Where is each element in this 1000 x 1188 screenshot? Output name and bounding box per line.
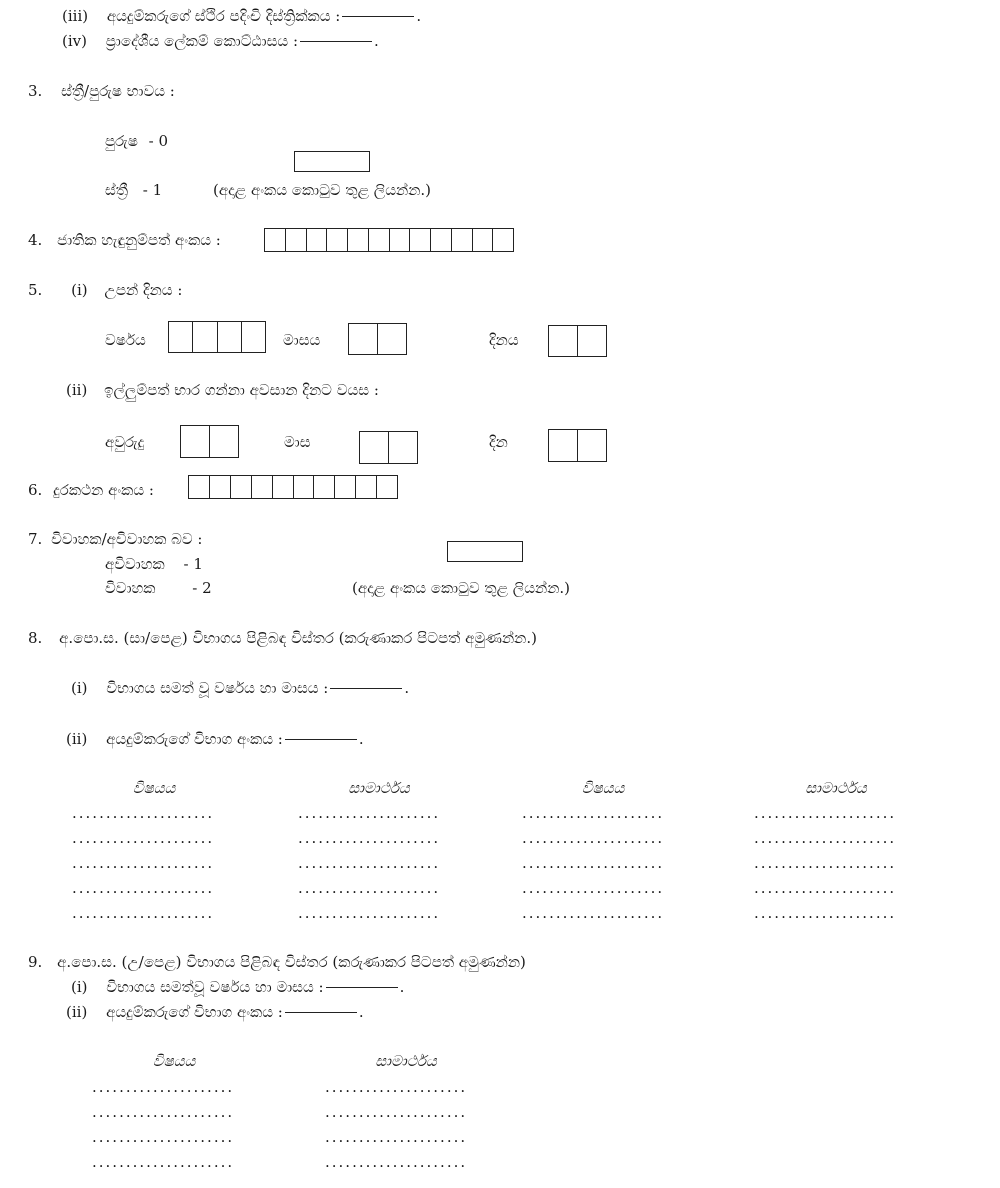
q5-heading: 5. (i) උපන් දිනය : bbox=[28, 281, 183, 299]
female-option: ස්ත්‍රී - 1 bbox=[105, 181, 163, 199]
phone-label: දුරකථන අංකය : bbox=[53, 481, 154, 499]
ol-answer-line-r4-c4[interactable]: ..................... bbox=[754, 879, 897, 897]
ol-index-label: අයදුම්කරුගේ විභාග අංකය : bbox=[106, 730, 283, 748]
ol-answer-line-r1-c4[interactable]: ..................... bbox=[754, 804, 897, 822]
district-field[interactable] bbox=[342, 16, 414, 17]
al-answer-line-r3-c2[interactable]: ..................... bbox=[325, 1128, 468, 1146]
nic-label: ජාතික හැඳුනුම්පත් අංකය : bbox=[57, 231, 221, 249]
al-answer-line-r1-c2[interactable]: ..................... bbox=[325, 1078, 468, 1096]
ol-answer-line-r3-c2[interactable]: ..................... bbox=[298, 854, 441, 872]
al-index-label: අයදුම්කරුගේ විභාග අංකය : bbox=[106, 1003, 283, 1021]
gender-label: ස්ත්‍රී/පුරුෂ භාවය : bbox=[61, 82, 175, 100]
marital-note: (අදාළ අංකය කොටුව තුළ ලියන්න.) bbox=[352, 579, 571, 597]
gender-input-box[interactable] bbox=[294, 151, 370, 172]
ol-grade-header-1: සාමාර්ථය bbox=[348, 779, 410, 797]
ol-year-month-field[interactable] bbox=[330, 688, 402, 689]
ol-answer-line-r4-c1[interactable]: ..................... bbox=[72, 879, 215, 897]
ol-answer-line-r4-c3[interactable]: ..................... bbox=[522, 879, 665, 897]
age-label: ඉල්ලුම්පත් භාර ගන්නා අවසාන දිනට වයස : bbox=[104, 381, 379, 399]
marital-label: විවාහක/අවිවාහක බව : bbox=[51, 530, 203, 548]
item-iii: (iii) අයදුම්කරුගේ ස්ථිර පදිංචි දිස්ත්‍රික්කය : . bbox=[62, 7, 422, 25]
ol-grade-header-2: සාමාර්ථය bbox=[805, 779, 867, 797]
birth-day-cells[interactable] bbox=[548, 325, 607, 357]
divisional-secretariat-field[interactable] bbox=[300, 41, 372, 42]
q9-heading: 9. අ.පො.ස. (උ/පෙළ) විභාගය පිළිබඳ විස්තර (කරුණාකර පිටපත් අමුණන්න) bbox=[28, 953, 526, 971]
birth-day-label: දිනය bbox=[489, 331, 519, 349]
age-days-cells[interactable] bbox=[548, 429, 607, 462]
male-option: පුරුෂ - 0 bbox=[105, 132, 169, 150]
ol-answer-line-r1-c2[interactable]: ..................... bbox=[298, 804, 441, 822]
ol-answer-line-r5-c4[interactable]: ..................... bbox=[754, 904, 897, 922]
age-months-cells[interactable] bbox=[359, 431, 418, 464]
ol-year-month-label: විභාගය සමත් වූ වර්ෂය හා මාසය : bbox=[106, 679, 329, 697]
al-answer-line-r4-c2[interactable]: ..................... bbox=[325, 1153, 468, 1171]
birth-year-cells[interactable] bbox=[168, 321, 266, 353]
al-answer-line-r2-c1[interactable]: ..................... bbox=[92, 1103, 235, 1121]
q8-ii: (ii) අයදුම්කරුගේ විභාග අංකය : . bbox=[66, 730, 364, 748]
ol-answer-line-r2-c4[interactable]: ..................... bbox=[754, 829, 897, 847]
nic-input-cells[interactable] bbox=[264, 228, 514, 252]
marital-input-box[interactable] bbox=[447, 541, 523, 562]
birth-month-label: මාසය bbox=[283, 331, 321, 349]
single-option: අවිවාහක - 1 bbox=[105, 555, 203, 573]
q9-ii: (ii) අයදුම්කරුගේ විභාග අංකය : . bbox=[66, 1003, 364, 1021]
birth-month-cells[interactable] bbox=[348, 323, 407, 355]
ol-answer-line-r3-c4[interactable]: ..................... bbox=[754, 854, 897, 872]
al-answer-line-r1-c1[interactable]: ..................... bbox=[92, 1078, 235, 1096]
al-answer-line-r3-c1[interactable]: ..................... bbox=[92, 1128, 235, 1146]
q8-i: (i) විභාගය සමත් වූ වර්ෂය හා මාසය : . bbox=[71, 679, 410, 697]
ol-answer-line-r2-c1[interactable]: ..................... bbox=[72, 829, 215, 847]
ol-answer-line-r5-c3[interactable]: ..................... bbox=[522, 904, 665, 922]
al-year-month-field[interactable] bbox=[326, 987, 398, 988]
ol-subject-header-2: විෂයය bbox=[581, 779, 625, 797]
al-year-month-label: විභාගය සමත්වූ වර්ෂය හා මාසය : bbox=[106, 978, 324, 996]
q8-heading: 8. අ.පො.ස. (සා/පෙළ) විභාගය පිළිබඳ විස්තර (කරුණාකර පිටපත් අමුණන්න.) bbox=[28, 629, 537, 647]
q6-heading: 6. දුරකථන අංකය : bbox=[28, 481, 154, 499]
age-days-label: දින bbox=[489, 433, 508, 451]
age-years-label: අවුරුදු bbox=[105, 433, 145, 451]
ol-details-label: අ.පො.ස. (සා/පෙළ) විභාගය පිළිබඳ විස්තර (කරුණාකර පිටපත් අමුණන්න.) bbox=[59, 629, 537, 647]
gender-note: (අදාළ අංකය කොටුව තුළ ලියන්න.) bbox=[213, 181, 432, 199]
al-subject-header: විෂයය bbox=[152, 1052, 196, 1070]
al-answer-line-r2-c2[interactable]: ..................... bbox=[325, 1103, 468, 1121]
birth-year-label: වර්ෂය bbox=[105, 331, 146, 349]
age-months-label: මාස bbox=[284, 433, 311, 451]
ol-answer-line-r2-c2[interactable]: ..................... bbox=[298, 829, 441, 847]
al-answer-line-r4-c1[interactable]: ..................... bbox=[92, 1153, 235, 1171]
q7-heading: 7. විවාහක/අවිවාහක බව : bbox=[28, 530, 203, 548]
ol-answer-line-r1-c1[interactable]: ..................... bbox=[72, 804, 215, 822]
district-label: අයදුම්කරුගේ ස්ථිර පදිංචි දිස්ත්‍රික්කය : bbox=[106, 7, 341, 25]
q9-i: (i) විභාගය සමත්වූ වර්ෂය හා මාසය : . bbox=[71, 978, 405, 996]
ol-answer-line-r5-c2[interactable]: ..................... bbox=[298, 904, 441, 922]
ol-answer-line-r4-c2[interactable]: ..................... bbox=[298, 879, 441, 897]
birth-date-label: උපන් දිනය : bbox=[104, 281, 183, 299]
q5-ii-heading: (ii) ඉල්ලුම්පත් භාර ගන්නා අවසාන දිනට වයස : bbox=[66, 381, 379, 399]
ol-answer-line-r1-c3[interactable]: ..................... bbox=[522, 804, 665, 822]
al-index-field[interactable] bbox=[285, 1012, 357, 1013]
q4-heading: 4. ජාතික හැඳුනුම්පත් අංකය : bbox=[28, 231, 221, 249]
al-details-label: අ.පො.ස. (උ/පෙළ) විභාගය පිළිබඳ විස්තර (කරුණාකර පිටපත් අමුණන්න) bbox=[57, 953, 526, 971]
ol-answer-line-r5-c1[interactable]: ..................... bbox=[72, 904, 215, 922]
item-iv-number: (iv) bbox=[62, 32, 87, 50]
item-iv: (iv) ප්‍රාදේශීය ලේකම් කොට්ඨාසය : . bbox=[62, 32, 379, 50]
ol-answer-line-r2-c3[interactable]: ..................... bbox=[522, 829, 665, 847]
al-grade-header: සාමාර්ථය bbox=[375, 1052, 437, 1070]
q3-heading: 3. ස්ත්‍රී/පුරුෂ භාවය : bbox=[28, 82, 175, 100]
married-option: විවාහක - 2 bbox=[105, 579, 212, 597]
ol-subject-header-1: විෂයය bbox=[132, 779, 176, 797]
ol-answer-line-r3-c1[interactable]: ..................... bbox=[72, 854, 215, 872]
item-iii-number: (iii) bbox=[62, 7, 89, 25]
phone-input-cells[interactable] bbox=[188, 475, 398, 499]
ol-index-field[interactable] bbox=[285, 739, 357, 740]
divisional-secretariat-label: ප්‍රාදේශීය ලේකම් කොට්ඨාසය : bbox=[105, 32, 298, 50]
age-years-cells[interactable] bbox=[180, 425, 239, 458]
ol-answer-line-r3-c3[interactable]: ..................... bbox=[522, 854, 665, 872]
